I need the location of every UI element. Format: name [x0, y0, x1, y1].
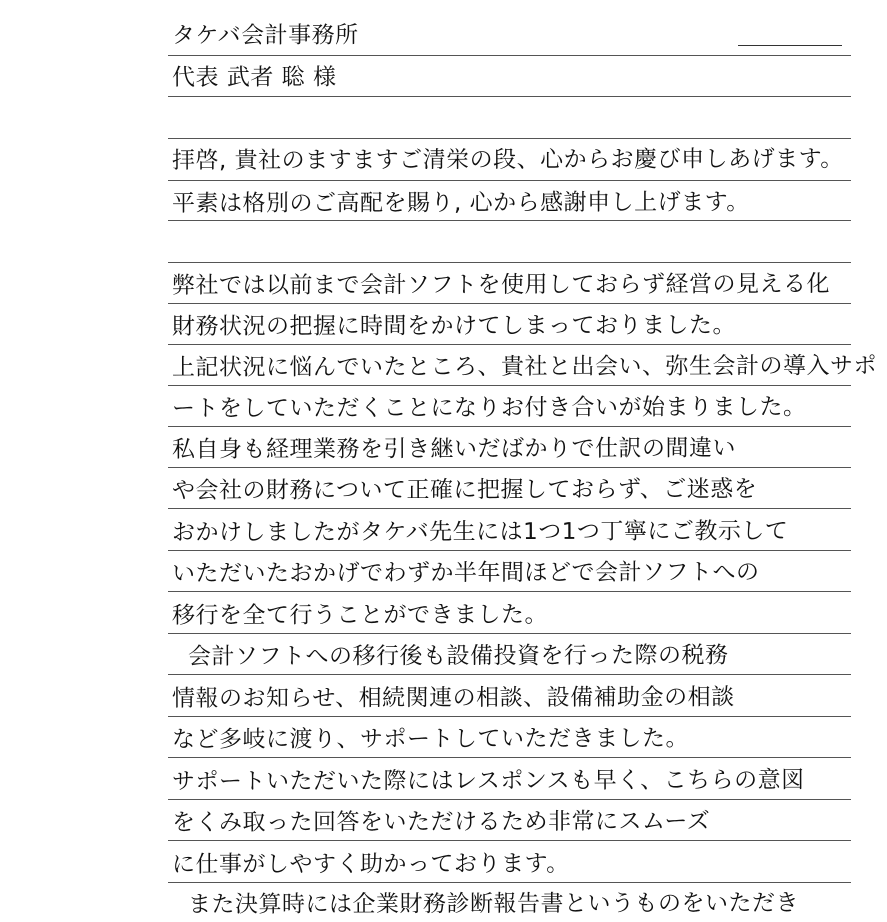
- ruled-line: [168, 96, 851, 97]
- ruled-line: [168, 591, 851, 592]
- ruled-line: [168, 303, 851, 304]
- body-line: サポートいただいた際にはレスポンスも早く、こちらの意図: [171, 767, 805, 795]
- ruled-line: [168, 262, 851, 263]
- ruled-line: [168, 674, 851, 675]
- ruled-line: [168, 220, 851, 221]
- recipient-company: タケバ会計事務所: [171, 22, 359, 49]
- body-line: に仕事がしやすく助かっております。: [171, 850, 570, 878]
- ruled-line: [168, 882, 851, 883]
- body-line: 弊社では以前まで会計ソフトを使用しておらず経営の見える化: [171, 271, 831, 299]
- ruled-line: [168, 138, 851, 139]
- ruled-line: [168, 840, 851, 841]
- body-line: ートをしていただくことになりお付き合いが始まりました。: [171, 394, 807, 422]
- body-line: など多岐に渡り、サポートしていただきました。: [171, 725, 690, 753]
- greeting-line: 平素は格別のご高配を賜り, 心から感謝申し上げます。: [171, 189, 750, 217]
- ruled-line: [168, 799, 851, 800]
- body-line: や会社の財務について正確に把握しておらず、ご迷惑を: [171, 476, 758, 504]
- body-line: 会計ソフトへの移行後も設備投資を行った際の税務: [187, 642, 729, 670]
- ruled-line: [168, 180, 851, 181]
- body-line: 上記状況に悩んでいたところ、貴社と出会い、弥生会計の導入サポ: [171, 353, 878, 381]
- body-line: をくみ取った回答をいただけるため非常にスムーズ: [171, 808, 711, 836]
- recipient-name: 代表 武者 聡 様: [171, 64, 337, 91]
- greeting-line: 拝啓, 貴社のますますご清栄の段、心からお慶び申しあげます。: [171, 146, 844, 174]
- body-line: いただいたおかげでわずか半年間ほどで会計ソフトへの: [171, 559, 760, 587]
- ruled-line: [168, 757, 851, 758]
- body-line: おかけしましたがタケバ先生には1つ1つ丁寧にご教示して: [171, 518, 789, 546]
- ruled-line: [168, 508, 851, 509]
- body-line: また決算時には企業財務診断報告書というものをいただき: [187, 890, 800, 918]
- ruled-line: [168, 633, 851, 634]
- ruled-line: [168, 467, 851, 468]
- body-line: 財務状況の把握に時間をかけてしまっておりました。: [171, 312, 737, 340]
- ruled-line: [168, 385, 851, 386]
- body-line: 情報のお知らせ、相続関連の相談、設備補助金の相談: [171, 684, 735, 712]
- ruled-line: [168, 716, 851, 717]
- ruled-line: [168, 55, 851, 56]
- body-line: 移行を全て行うことができました。: [171, 601, 549, 629]
- ruled-line: [168, 426, 851, 427]
- ruled-line: [168, 344, 851, 345]
- body-line: 私自身も経理業務を引き継いだばかりで仕訳の間違い: [171, 435, 737, 463]
- ruled-line: [168, 550, 851, 551]
